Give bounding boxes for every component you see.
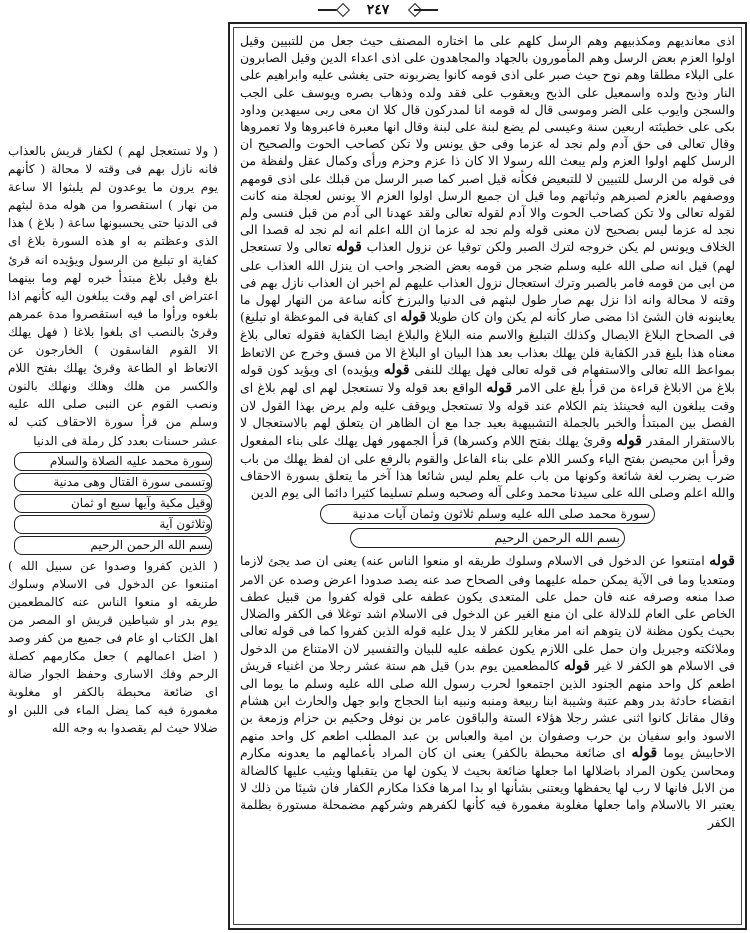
margin-sura-info-box: وثلاثون آية: [14, 515, 212, 534]
main-paragraph: [240, 32, 735, 501]
qawluhu-keyword: قوله: [383, 361, 410, 378]
margin-sura-title-box: سورة محمد عليه الصلاة والسلام: [14, 452, 212, 471]
qawluhu-keyword: قوله: [400, 309, 427, 326]
main-text-run: اذى معانديهم ومكذبيهم وهم الرسل كلهم على ما اختاره المصنف حيث جعل من للتبيين وقيل اولوا العزم بعض الرسل وهم المأمورون بالجهاد والمجاهدون على اذى اعداء الدين وقيل الصابرون على البلاء مطلقا وهم نوح حيث صبر على اذى قومه كانوا يضربونه حتى يغشى عليه وابراهيم على النار وذبح ولده واسمعيل على الذبح ويعقوب على فقد ولده وذهاب بصره ويوسف على الجب والسجن وايوب على الضر وموسى قال له قومه انا لمدركون قال كلا ان معى ربى سيهدين وداود بكى على خطيئته اربعين سنة وعيسى لم يضع لبنة على لبنة وقال انها معبرة فاعبروها ولا تعمروها وقال تعالى فى حق آدم ولم نجد له عزما وفى حق يونس ولا تكن كصاحب الحوت والصحيح ان الرسل كلهم اولوا العزم ولم يبعث الله رسولا الا كان ذا عزم وحزم ورأى وكمال عقل ولفظة من فى قوله من الرسل للتبيين لا للتبعيض فكأنه قيل اصبر كما صبر الرسل من قبلك على اذى قومهم ووصفهم بالعزم لصبرهم وثباتهم وما قيل ان جميع الرسل اولوا العزم الا يونس لعجلة منه كانت لقوله تعالى ولا تكن كصاحب الحوت والا آدم لقوله تعالى ولقد عهدنا الى آدم من قبل فنسى ولم نجد له عزما ليس بصحيح لان معنى قوله ولم نجد له عزما ان الله اعلم انه لم نجد له قصدا الى الخلاف ويونس لم يكن خروجه لترك الصبر ولكن توقيا عن نزول العذاب: [240, 33, 735, 255]
margin-sura-info-box: وقيل مكية وآيها سبع او ثمان: [14, 494, 212, 513]
qawluhu-keyword: قوله: [616, 432, 642, 449]
basmala-cartouche: بسم الله الرحمن الرحيم: [350, 528, 625, 548]
qawluhu-keyword: قوله: [709, 553, 735, 570]
main-text-run: اى ضائعة محبطة بالكفر) يعنى ان كان المراد بأعمالهم ما يعدونه مكارم ومحاسن يكون المراد باضلالها اما جعلها ضائعة بحيث لا يكون لها من يتقبلها ويثيب عليها كالضالة من الابل فانها لا رب لها يحفظها ويعتنى بشأنها او بدا امرها فكذا مكارم الكفار فان شيئا من ذلك لا يعتبر الا بالاسلام واما جعلها مغلوبة مغمورة فيه كأنها لكفرهم وشركهم مضمحلة مستورة بظلمة الكفر: [240, 744, 735, 830]
main-text-run: كالمطعمين يوم بدر) قيل هم ستة عشر رجلا من اغنياء قريش اطعم كل واحد منهم الجنود الذين اجتمعوا لحرب رسول الله صلى الله عليه وسلم ما يوما الى انقضاء حادثة بدر وهم عتبة وشيبة ابنا ربيعة ومنبه ونبيه ابنا الحجاج وابو جهل والحارث ابن هشام وقال مقاتل كانوا اثنى عشر رجلا هؤلاء الستة والباقون عامر بن نوفل وحكيم بن حزام وزمعة بن الاسود وابو سفيان بن حرب وصفوان بن امية والعباس بن عبد المطلب اطعم كل واحد منهم الاحابيش يوما: [240, 657, 735, 760]
main-commentary-text: [240, 32, 735, 922]
sura-title-cartouche: سورة محمد صلى الله عليه وسلم ثلاثون وثمان آيات مدنية: [320, 504, 655, 524]
header-ornament-right: [414, 9, 438, 11]
page-header: [0, 0, 750, 22]
main-text-run: وقرئ يهلك بفتح اللام وكسرها) قرأ الجمهور فهل يهلك على بناء المفعول وقرأ ابن محيصن بفتح الياء وكسر اللام على بناء الفاعل والقوم بالرفع على ان لفظ يهلك من باب ضرب يضرب لغة شائعة وكونها من باب علم يعلم ليس شائعا هذا آخر ما يتعلق بسورة الاحقاف والله اعلم وصلى الله على سيدنا محمد وعلى آله وصحبه وسلم تسليما كثيرا دائما الى يوم الدين: [240, 432, 735, 501]
margin-sura-info-box: وتسمى سورة القتال وهى مدنية: [14, 473, 212, 492]
qawluhu-keyword: قوله: [564, 657, 590, 674]
main-commentary-frame: [228, 22, 747, 930]
main-text-run: امتنعوا عن الدخول فى الاسلام وسلوك طريقه او منعوا الناس عنه) يعنى ان صد يجئ لازما ومتعديا وما فى الآية يمكن حمله عليهما وفى الصحاح صد عنه يصد صدودا اعرض وصده عن الامر صدا منعه وصرفه عنه فان حمل على المتعدى يكون عطفه على قوله كفروا من قبيل عطف الخاص على العام للدلالة على ان منع الغير عن الدخول فى الاسلام اشد توغلا فى الكفر والضلال بحيث يكون مظنة لان يتوهم انه امر مغاير للكفر لا يدل عليه قوله الذين كفروا كما فى قوله تعالى وملائكته وجبريل وان حمل على اللازم يكون عطفه عليه للبيان والتفسير لان الامتناع من الدخول فى الاسلام هو الكفر لا غير: [240, 553, 735, 673]
main-text-run: اى كفاية فى الموعظة او تبليغ) فى الصحاح البلاغ الايصال وكذلك التبليغ والاسم منه البلاغ والبلاغ ايضا الكفاية فقوله تعالى بلاغ معناه هذا بليغ قدر الكفاية فلن يهلك بعذاب بعد هذا البيان او البلاغ الا من فسق وخرج عن الاتعاظ بمواعظ الله تعالى والاستفهام فى قوله تعالى فهل يهلك للنفى: [240, 309, 735, 377]
margin-basmala-box: بسم الله الرحمن الرحيم: [14, 536, 212, 555]
margin-tafsir-text: [8, 142, 218, 922]
margin-paragraph: ( ولا تستعجل لهم ) لكفار قريش بالعذاب فانه نازل بهم فى وقته لا محالة ( كأنهم يوم يرون ما يوعدون لم يلبثوا الا ساعة من نهار ) استقصروا من هوله مدة لبثهم فى الدنيا حتى يحسبونها ساعة ( بلاغ ) هذا الذى وعظتم به او هذه السورة بلاغ اى كفاية او تبليغ من الرسول ويؤيده انه قرئ بلغ وقيل بلاغ مبتدأ خبره لهم وما بينهما اعتراض اى لهم وقت يبلغون اليه كأنهم اذا بلغوه ورأوا ما فيه استقصروا مدة عمرهم وقرئ بالنصب اى بلغوا بلاغا ( فهل يهلك الا القوم الفاسقون ) الخارجون عن الاتعاظ او الطاعة وقرئ يهلك بفتح اللام والكسر من هلك وهلك ونهلك بالنون ونصب القوم عن النبى صلى الله عليه وسلم من قرأ سورة الاحقاف كتب له عشر حسنات بعدد كل رملة فى الدنيا: [8, 144, 218, 448]
margin-paragraph: ( الذين كفروا وصدوا عن سبيل الله ) امتنعوا عن الدخول فى الاسلام وسلوك طريقه او منعوا الناس عنه كالمطعمين يوم بدر او شياطين قريش او المصر من اهل الكتاب او عام فى جميع من كفر وصد ( اضل اعمالهم ) جعل مكارمهم كصلة الرحم وفك الاسارى وحفظ الجوار ضالة اى ضائعة محبطة بالكفر او مغلوبة مغمورة فيه كما يضل الماء فى اللبن او ضلالا حيث لم يقصدوا به وجه الله: [8, 558, 218, 736]
main-text-run: ويؤيده) اى ويؤيد كون قوله بلاغ من الابلاغ قراءة من قرأ بلغ على الامر: [240, 361, 735, 396]
qawluhu-keyword: قوله: [631, 744, 658, 761]
main-text-run: تعالى ولا تستعجل لهم) قيل انه صلى الله عليه وسلم ضجر من قومه بعض الضجر واحب ان ينزل الله العذاب على من ابى من قومه فامر بالصبر وترك استعجال نزول العذاب عليهم لم اخبر ان العذاب نازل بهم فى وقته لا محالة وانه اذا نزل بهم صار طول لبثهم فى الدنيا والبرزخ كأنه ساعة من النهار لهول ما يعاينونه فان الشئ اذا مضى صار كأنه لم يكن وان كان طويلا: [240, 239, 735, 325]
qawluhu-keyword: قوله: [336, 239, 362, 256]
qawluhu-keyword: قوله: [486, 380, 513, 397]
main-paragraph: [240, 552, 735, 830]
main-text-run: الواقع بعد قوله ولا تستعجل لهم اى لهم بلاغ اى وقت يبلغون اليه فحينئذ يتم الكلام عند قوله ولا تستعجل ويوقف عليه ولم يرض بهذا القول لان الفصل بين المبتدأ والخبر بالجملة التشبيهية بعيد جدا مع ان الظاهر ان يتعلق لهم بالاستعجال لا بالاستقرار المقدر: [240, 380, 735, 448]
page-number: ٢٤٧: [366, 2, 390, 18]
